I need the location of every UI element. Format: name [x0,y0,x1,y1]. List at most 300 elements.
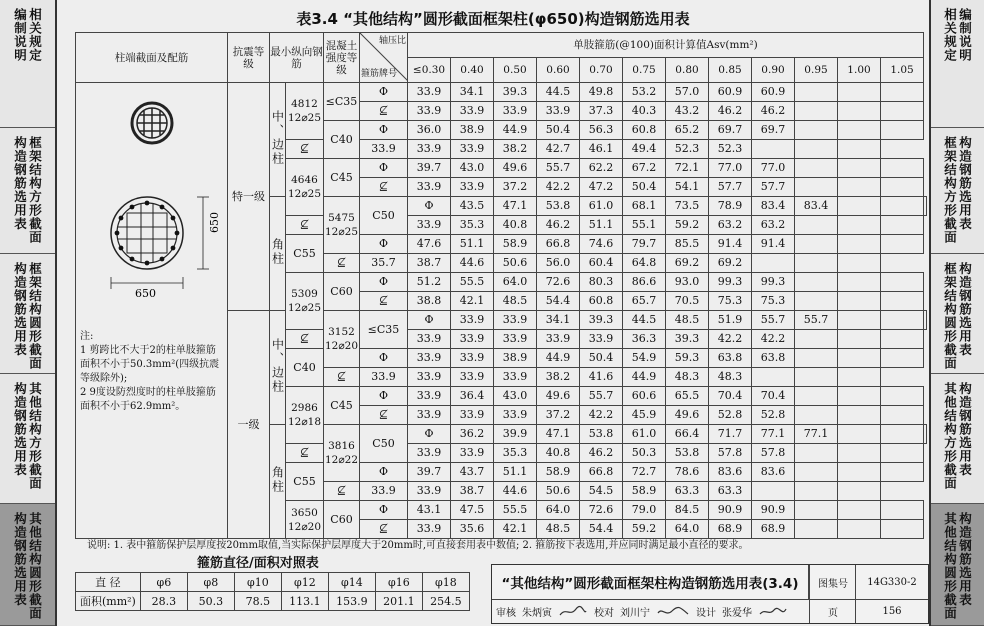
value-cell: 64.0 [537,501,580,520]
value-cell: 52.3 [666,140,709,159]
value-cell: 47.6 [408,235,451,254]
value-cell: 64.8 [623,254,666,273]
rebar-table [75,32,927,539]
value-cell: 38.2 [494,140,537,159]
right-tab-4-text-0: 其他结构圆形截面 [942,512,958,620]
value-cell: 64.0 [494,273,537,292]
value-cell [881,349,924,368]
header-diagonal [360,33,408,83]
value-cell: 65.2 [666,121,709,140]
value-cell: 55.1 [623,216,666,235]
value-cell [795,159,838,178]
value-cell: 48.5 [537,520,580,539]
ratio-header: 1.05 [881,58,924,83]
left-tab-1-text-0: 构造钢筋选用表 [12,136,28,231]
stirrup-symbol: ⊈ [286,216,324,235]
stirrup-symbol: ⊈ [324,482,360,501]
value-cell: 42.2 [709,330,752,349]
stirrup-symbol: ⊈ [324,254,360,273]
ratio-header: 0.75 [623,58,666,83]
note-item: 2 9度设防烈度时的柱单肢箍筋面积不小于62.9mm²。 [80,387,216,412]
value-cell [752,140,795,159]
value-cell: 38.8 [408,292,451,311]
value-cell: 70.4 [752,387,795,406]
value-cell: 51.9 [709,311,752,330]
value-cell: 33.9 [360,482,408,501]
value-cell: 75.3 [709,292,752,311]
value-cell: 34.1 [451,83,494,102]
seismic-grade: 一级 [228,311,270,539]
value-cell: 39.9 [494,425,537,444]
value-cell: 39.7 [408,159,451,178]
value-cell: 52.8 [709,406,752,425]
value-cell: 49.4 [623,140,666,159]
header-seismic: 抗震等级 [228,33,270,83]
right-tab-3[interactable] [931,374,984,504]
value-cell [838,178,881,197]
value-cell [881,292,924,311]
value-cell: 33.9 [451,311,494,330]
value-cell: 39.3 [494,83,537,102]
value-cell: 72.1 [666,159,709,178]
value-cell: 48.5 [494,292,537,311]
value-cell: 46.1 [580,140,623,159]
value-cell: 53.8 [666,444,709,463]
area-cell: 50.3 [187,592,234,611]
value-cell: 91.4 [709,235,752,254]
diameter-cell: φ18 [422,573,469,592]
value-cell [838,463,881,482]
value-cell: 68.9 [752,520,795,539]
value-cell: 35.7 [360,254,408,273]
value-cell: 83.4 [752,197,795,216]
stirrup-symbol: ⊈ [360,406,408,425]
signature-row [492,600,808,623]
value-cell: 56.0 [537,254,580,273]
value-cell [838,140,881,159]
value-cell: 38.2 [537,368,580,387]
ratio-header: 0.60 [537,58,580,83]
value-cell: 62.2 [580,159,623,178]
area-cell: 254.5 [422,592,469,611]
value-cell [838,387,881,406]
value-cell: 51.1 [451,235,494,254]
ratio-header: ≤0.30 [408,58,451,83]
area-cell: 78.5 [234,592,281,611]
value-cell: 78.6 [666,463,709,482]
value-cell: 57.7 [752,178,795,197]
value-cell: 40.8 [537,444,580,463]
diameter-cell: φ8 [187,573,234,592]
value-cell: 53.8 [537,197,580,216]
value-cell: 63.8 [752,349,795,368]
right-tab-1[interactable] [931,128,984,254]
value-cell [838,83,881,102]
stirrup-symbol: Φ [360,463,408,482]
value-cell: 33.9 [580,330,623,349]
value-cell: 33.9 [494,330,537,349]
value-cell [795,387,838,406]
concrete-grade: C40 [324,121,360,159]
value-cell: 55.7 [752,311,795,330]
table-row [76,83,927,102]
value-cell [838,235,881,254]
value-cell: 77.1 [795,425,838,444]
value-cell: 93.0 [666,273,709,292]
value-cell: 42.7 [537,140,580,159]
notes-label: 注: [80,331,94,342]
header-concrete: 混凝土强度等级 [324,33,360,83]
concrete-grade: C55 [286,235,324,273]
concrete-grade: C45 [324,159,360,197]
value-cell: 55.5 [451,273,494,292]
value-cell: 36.3 [623,330,666,349]
value-cell: 54.9 [623,349,666,368]
stirrup-symbol: Φ [360,159,408,178]
right-tab-0-text-1: 编制说明 [957,8,973,62]
left-tab-2-text-1: 框架结构圆形截面 [27,262,43,370]
stirrup-symbol: Φ [360,83,408,102]
value-cell [795,102,838,121]
ratio-header: 1.00 [838,58,881,83]
value-cell [881,216,924,235]
value-cell: 33.9 [408,83,451,102]
value-cell: 65.7 [623,292,666,311]
value-cell [881,463,924,482]
value-cell: 33.9 [408,178,451,197]
column-position [270,197,286,311]
value-cell [881,273,924,292]
value-cell: 49.6 [666,406,709,425]
stirrup-symbol: ⊈ [360,102,408,121]
value-cell: 60.9 [752,83,795,102]
value-cell: 60.8 [580,292,623,311]
value-cell [795,121,838,140]
left-tab-4-text-0: 构造钢筋选用表 [12,512,28,607]
value-cell [881,159,924,178]
value-cell: 63.2 [752,216,795,235]
value-cell: 47.1 [537,425,580,444]
value-cell: 38.7 [408,254,451,273]
value-cell: 33.9 [451,349,494,368]
design-label: 设计 [696,608,716,619]
value-cell [881,178,924,197]
note-item: 1 剪跨比不大于2的柱单肢箍筋面积不小于50.3mm²(四级抗震等级除外); [80,345,220,384]
value-cell: 49.8 [580,83,623,102]
stirrup-symbol: Φ [360,349,408,368]
value-cell: 60.8 [623,121,666,140]
value-cell: 33.9 [494,102,537,121]
value-cell: 64.0 [666,520,709,539]
value-cell: 44.9 [623,368,666,387]
value-cell: 77.0 [709,159,752,178]
value-cell: 60.6 [623,387,666,406]
drawing-sheet [57,0,929,626]
value-cell [838,159,881,178]
value-cell [838,349,881,368]
value-cell: 45.9 [623,406,666,425]
value-cell: 72.6 [537,273,580,292]
review-signature [558,605,588,619]
value-cell: 33.9 [408,216,451,235]
stirrup-symbol: ⊈ [324,368,360,387]
value-cell [838,197,881,216]
value-cell: 43.2 [666,102,709,121]
min-rebar: 5309 12⌀25 [286,273,324,330]
value-cell [752,368,795,387]
stirrup-symbol: Φ [360,273,408,292]
value-cell: 90.9 [709,501,752,520]
value-cell: 79.7 [623,235,666,254]
value-cell: 50.4 [537,121,580,140]
value-cell [838,121,881,140]
diameter-cell: φ14 [328,573,375,592]
stirrup-symbol: ⊈ [286,444,324,463]
concrete-grade: ≤C35 [360,311,408,349]
value-cell: 39.3 [666,330,709,349]
area-cell: 153.9 [328,592,375,611]
value-cell [752,482,795,501]
value-cell [795,254,838,273]
value-cell: 54.4 [537,292,580,311]
title-block [491,564,929,624]
value-cell [881,406,924,425]
value-cell [838,330,881,349]
value-cell: 44.5 [537,83,580,102]
value-cell: 35.6 [451,520,494,539]
value-cell: 33.9 [451,102,494,121]
value-cell: 38.7 [451,482,494,501]
value-cell: 57.0 [666,83,709,102]
stirrup-symbol: Φ [408,197,451,216]
right-tab-4-text-1: 构造钢筋选用表 [957,512,973,607]
value-cell: 65.5 [666,387,709,406]
value-cell: 38.9 [494,349,537,368]
left-tab-0-text-1: 相关规定 [27,8,43,62]
value-cell: 33.9 [451,140,494,159]
right-tab-1-text-0: 框架结构方形截面 [942,136,958,244]
comparison-row-area [76,592,470,611]
left-tab-1[interactable] [0,128,55,254]
stirrup-symbol: Φ [408,425,451,444]
value-cell [838,216,881,235]
value-cell [838,292,881,311]
value-cell: 35.3 [451,216,494,235]
value-cell: 51.1 [494,463,537,482]
right-tab-0-text-0: 相关规定 [942,8,958,62]
value-cell: 44.6 [494,482,537,501]
min-rebar: 4812 12⌀25 [286,83,324,140]
ratio-header: 0.80 [666,58,709,83]
value-cell: 58.9 [537,463,580,482]
value-cell: 41.6 [580,368,623,387]
value-cell [795,520,838,539]
value-cell: 33.9 [451,330,494,349]
header-section: 柱端截面及配筋 [76,33,228,83]
value-cell: 36.2 [451,425,494,444]
value-cell: 42.2 [752,330,795,349]
min-rebar: 4646 12⌀25 [286,159,324,216]
ratio-header: 0.90 [752,58,795,83]
min-rebar: 3650 12⌀20 [286,501,324,539]
table-title: 表3.4 “其他结构”圆形截面框架柱(φ650)构造钢筋选用表 [296,10,690,28]
value-cell: 43.5 [451,197,494,216]
value-cell: 66.8 [537,235,580,254]
diameter-cell: φ16 [375,573,422,592]
value-cell: 44.6 [451,254,494,273]
value-cell: 99.3 [752,273,795,292]
right-tab-2[interactable] [931,254,984,374]
value-cell: 72.6 [580,501,623,520]
value-cell: 60.4 [580,254,623,273]
value-cell: 63.8 [709,349,752,368]
value-cell: 33.9 [408,349,451,368]
value-cell [881,83,924,102]
column-position-label: 角柱 [270,238,285,266]
value-cell [881,425,924,444]
value-cell: 33.9 [494,311,537,330]
atlas-label: 图集号 [809,565,856,600]
value-cell: 34.1 [537,311,580,330]
value-cell: 80.3 [580,273,623,292]
right-tab-2-text-1: 构造钢筋选用表 [957,262,973,357]
value-cell: 53.2 [623,83,666,102]
value-cell: 68.1 [623,197,666,216]
value-cell [795,482,838,501]
value-cell [795,501,838,520]
check-name: 刘川宁 [620,608,650,619]
stirrup-symbol: ⊈ [286,140,324,159]
value-cell: 33.9 [408,387,451,406]
page-label: 页 [809,600,856,623]
value-cell: 66.8 [580,463,623,482]
value-cell: 51.2 [408,273,451,292]
value-cell: 40.8 [494,216,537,235]
design-signature [758,605,788,619]
value-cell: 33.9 [537,102,580,121]
value-cell: 42.1 [451,292,494,311]
value-cell: 70.5 [666,292,709,311]
value-cell: 44.5 [623,311,666,330]
value-cell: 33.9 [408,520,451,539]
value-cell [924,197,927,216]
column-position-label: 角柱 [270,466,285,494]
value-cell: 33.9 [451,178,494,197]
left-tab-3[interactable] [0,374,55,504]
value-cell: 42.2 [580,406,623,425]
small-circle-icon [132,103,172,143]
value-cell: 59.2 [666,216,709,235]
left-tab-0[interactable] [0,0,55,128]
value-cell: 79.0 [623,501,666,520]
left-tab-1-text-1: 框架结构方形截面 [27,136,43,244]
dim-height: 650 [207,212,221,233]
value-cell: 69.7 [752,121,795,140]
value-cell [881,387,924,406]
value-cell: 85.5 [666,235,709,254]
value-cell: 33.9 [494,368,537,387]
value-cell: 52.3 [709,140,752,159]
design-name: 张爱华 [722,608,752,619]
dim-width: 650 [134,287,156,300]
value-cell: 33.9 [408,406,451,425]
value-cell [924,311,927,330]
value-cell [881,197,924,216]
value-cell [881,330,924,349]
value-cell: 66.4 [666,425,709,444]
min-rebar: 2986 12⌀18 [286,387,324,444]
value-cell: 37.3 [580,102,623,121]
stirrup-symbol: ⊈ [360,292,408,311]
comparison-table [75,572,470,611]
value-cell: 63.3 [666,482,709,501]
value-cell [752,254,795,273]
review-name: 朱炳寅 [522,608,552,619]
page-number: 156 [855,600,928,623]
value-cell: 55.7 [537,159,580,178]
value-cell [838,311,881,330]
left-tab-4[interactable] [0,504,55,626]
value-cell: 50.3 [623,444,666,463]
area-cell: 28.3 [140,592,187,611]
column-position [270,83,286,197]
value-cell: 57.8 [752,444,795,463]
min-rebar: 3816 12⌀22 [324,425,360,482]
ratio-header: 0.95 [795,58,838,83]
value-cell: 33.9 [360,368,408,387]
value-cell: 84.5 [666,501,709,520]
right-tab-0[interactable] [931,0,984,128]
value-cell: 49.6 [494,159,537,178]
left-tab-2[interactable] [0,254,55,374]
right-tab-4[interactable] [931,504,984,626]
value-cell: 43.0 [494,387,537,406]
ratio-header: 0.40 [451,58,494,83]
left-tab-0-text-0: 编制说明 [12,8,28,62]
area-cell: 113.1 [281,592,328,611]
large-circle-section-icon [111,197,183,269]
value-cell: 40.3 [623,102,666,121]
concrete-grade: C50 [360,197,408,235]
stirrup-symbol: Φ [360,387,408,406]
value-cell: 33.9 [408,330,451,349]
value-cell: 53.8 [580,425,623,444]
value-cell: 58.9 [494,235,537,254]
value-cell: 46.2 [752,102,795,121]
value-cell [838,425,881,444]
value-cell: 86.6 [623,273,666,292]
value-cell: 83.4 [795,197,838,216]
value-cell: 72.7 [623,463,666,482]
diameter-cell: φ6 [140,573,187,592]
column-position-label: 中、边柱 [270,338,285,394]
left-tab-2-text-0: 构造钢筋选用表 [12,262,28,357]
ratio-header: 0.50 [494,58,537,83]
concrete-grade: C50 [360,425,408,463]
review-label: 审核 [496,608,516,619]
value-cell [795,463,838,482]
value-cell [881,311,924,330]
value-cell [795,235,838,254]
value-cell: 39.3 [580,311,623,330]
value-cell: 68.9 [709,520,752,539]
value-cell: 42.2 [537,178,580,197]
value-cell [795,140,838,159]
value-cell: 35.3 [494,444,537,463]
value-cell: 69.2 [709,254,752,273]
value-cell [838,406,881,425]
value-cell: 33.9 [408,368,451,387]
